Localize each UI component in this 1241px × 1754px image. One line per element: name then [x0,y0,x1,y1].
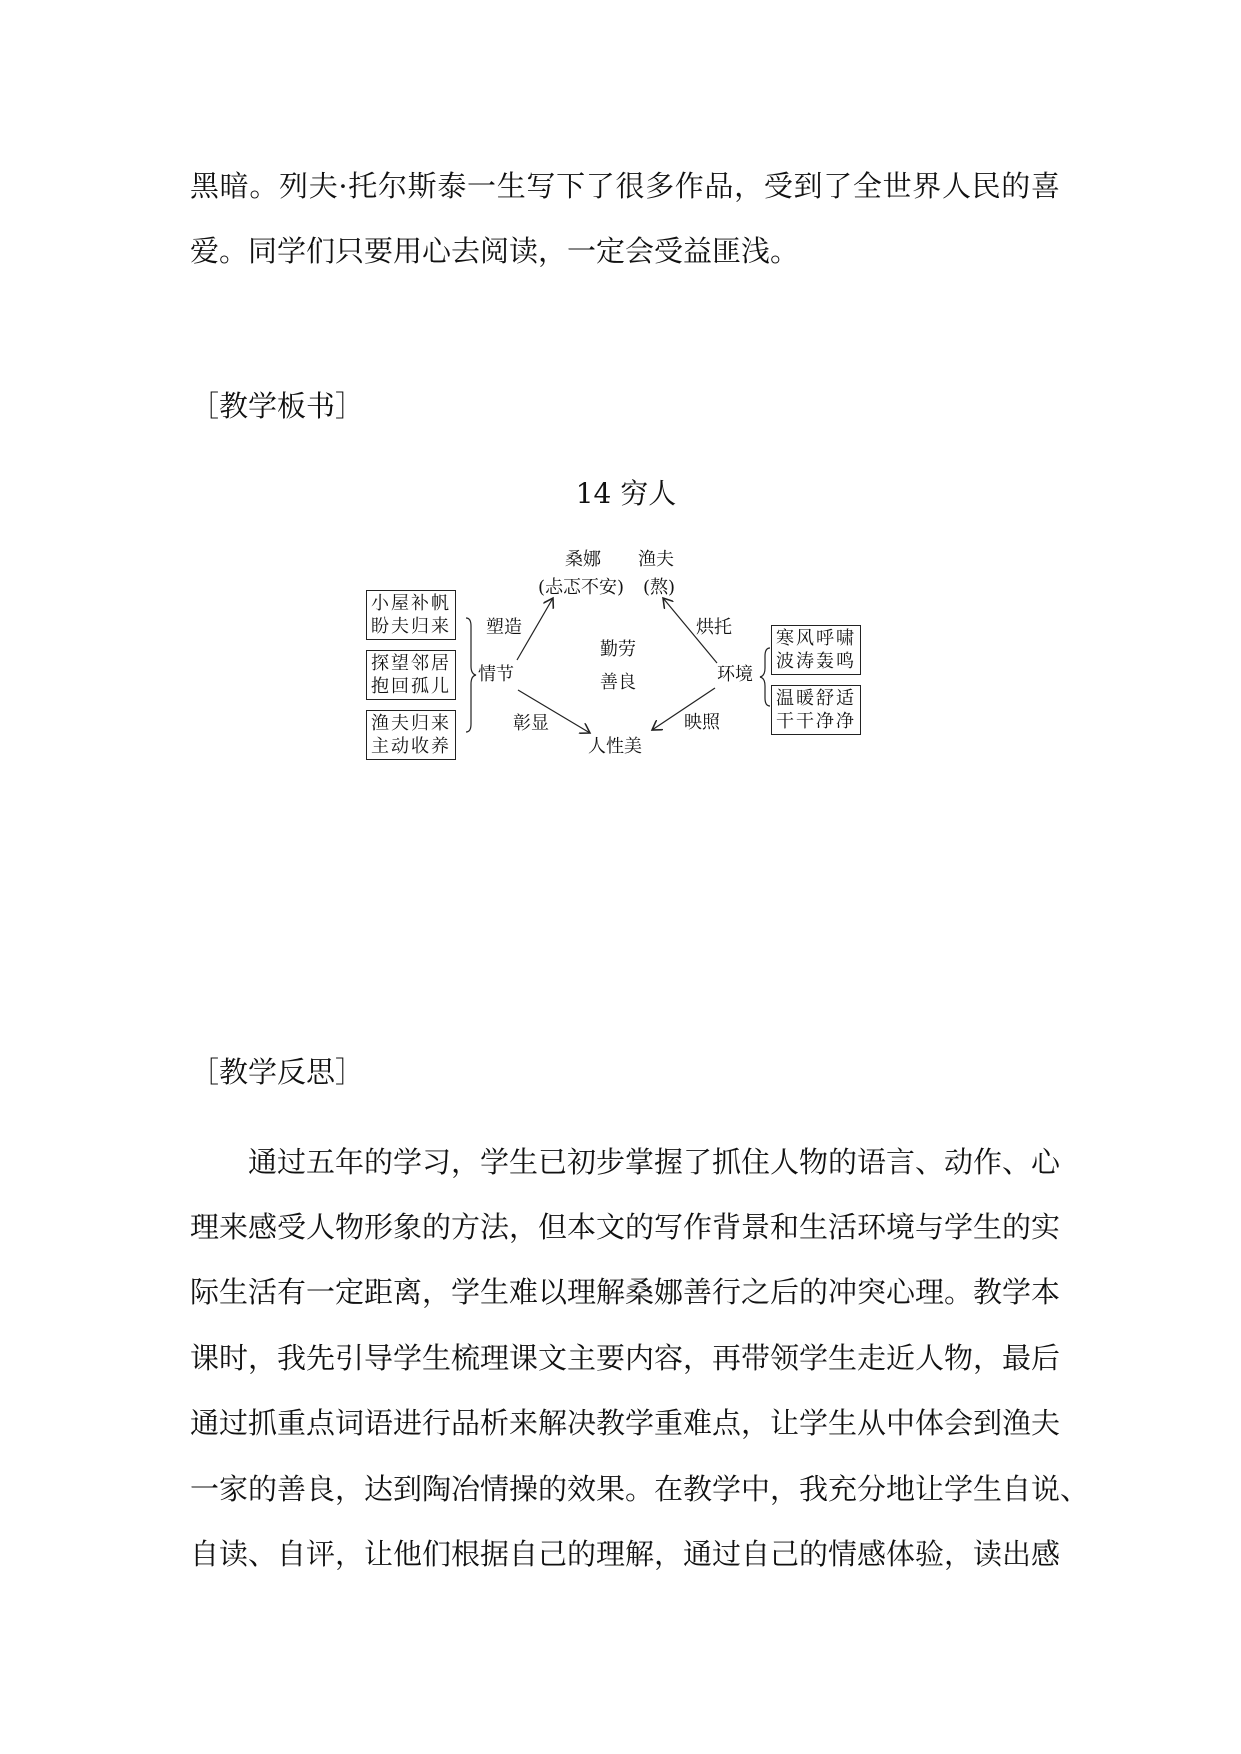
box-line: 主动收养 [371,736,451,757]
box-line: 抱回孤儿 [371,676,451,697]
node-sangna-sub: (忐忑不安) [538,577,625,598]
center-kind: 善良 [600,672,636,693]
label-highlight: 彰显 [513,713,549,734]
label-foil: 烘托 [696,617,732,638]
box-line: 波涛轰鸣 [776,651,856,672]
node-environment: 环境 [717,664,753,685]
plot-box-3 [366,710,456,760]
left-brace [466,618,476,732]
reflection-line-6: 一家的善良，达到陶冶情操的效果。在教学中，我充分地让学生自说、 [190,1472,1090,1506]
node-fisherman: 渔夫 [638,549,674,570]
box-line: 渔夫归来 [371,713,451,734]
arrow-shape [517,598,553,660]
center-diligent: 勤劳 [600,639,636,660]
intro-line-2: 爱。同学们只要用心去阅读，一定会受益匪浅。 [190,234,800,268]
box-line: 温暖舒适 [776,688,856,709]
reflection-line-7: 自读、自评，让他们根据自己的理解，通过自己的情感体验，读出感 [190,1537,1061,1571]
node-fisherman-sub: (熬) [643,577,676,598]
board-title: 14 穷人 [575,477,677,510]
environment-box-2 [771,685,861,735]
reflection-line-4: 课时，我先引导学生梳理课文主要内容，再带领学生走近人物，最后 [190,1341,1061,1375]
plot-box-2 [366,650,456,700]
intro-line-1: 黑暗。列夫·托尔斯泰一生写下了很多作品，受到了全世界人民的喜 [190,169,1060,203]
box-line: 寒风呼啸 [776,628,856,649]
box-line: 干干净净 [776,711,856,732]
reflection-line-2: 理来感受人物形象的方法，但本文的写作背景和生活环境与学生的实 [190,1210,1061,1244]
node-plot: 情节 [478,664,514,685]
node-humanity: 人性美 [588,736,642,757]
environment-box-1 [771,625,861,675]
box-line: 小屋补帆 [371,593,451,614]
reflection-line-1: 通过五年的学习，学生已初步掌握了抓住人物的语言、动作、心 [248,1145,1061,1179]
label-reflect: 映照 [684,712,720,733]
box-line: 探望邻居 [371,653,451,674]
label-shape: 塑造 [486,617,522,638]
node-sangna: 桑娜 [565,549,601,570]
right-brace [760,648,770,706]
plot-box-1 [366,590,456,640]
board-heading: ［教学板书］ [190,389,365,423]
box-line: 盼夫归来 [371,616,451,637]
reflection-line-3: 际生活有一定距离，学生难以理解桑娜善行之后的冲突心理。教学本 [190,1275,1061,1309]
reflection-line-5: 通过抓重点词语进行品析来解决教学重难点，让学生从中体会到渔夫 [190,1406,1061,1440]
reflection-heading: ［教学反思］ [190,1055,365,1089]
